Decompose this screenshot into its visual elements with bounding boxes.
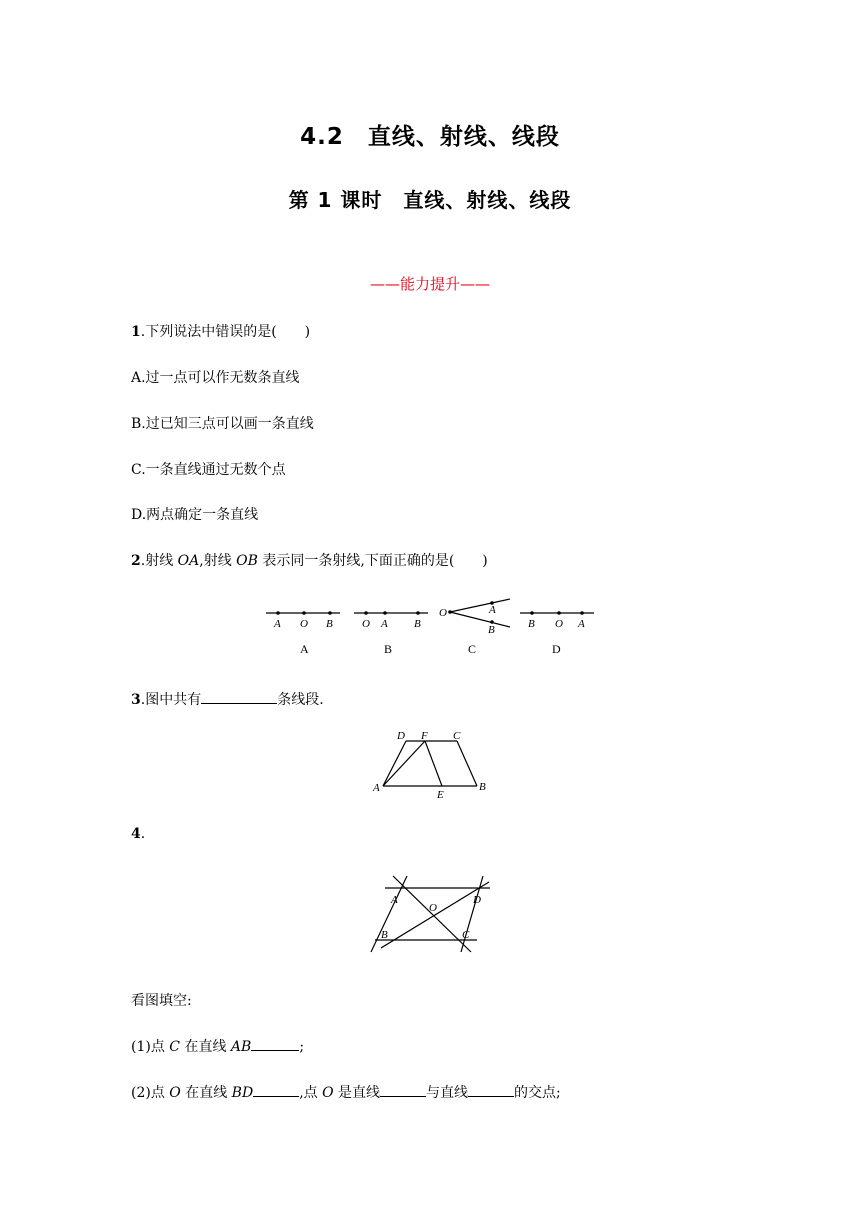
svg-text:B: B <box>479 781 486 793</box>
lesson-subtitle: 第 1 课时 直线、射线、线段 <box>288 188 572 212</box>
svg-text:C: C <box>462 929 470 941</box>
q2-figures <box>260 597 605 659</box>
question-4: 4. <box>131 826 146 842</box>
svg-text:A: A <box>373 782 380 794</box>
figure-d <box>520 611 594 656</box>
svg-text:D: D <box>473 894 481 906</box>
q3-trapezoid-figure <box>365 726 495 802</box>
q1-option-d: D.两点确定一条直线 <box>131 507 259 523</box>
figure-c <box>439 599 510 656</box>
svg-text:A: A <box>391 894 398 906</box>
figure-label: D <box>552 642 561 656</box>
q4-intro: 看图填空: <box>131 993 192 1009</box>
figure-b <box>354 611 428 656</box>
svg-text:D: D <box>397 730 405 742</box>
point-label: B <box>326 618 333 630</box>
point-label: O <box>300 618 308 630</box>
q4-lines-figure <box>365 868 495 958</box>
answer-blank[interactable] <box>253 1083 299 1097</box>
point-label: A <box>381 618 388 630</box>
point-label: O <box>439 607 447 619</box>
answer-blank[interactable] <box>380 1083 426 1097</box>
section-heading: ——能力提升—— <box>369 275 490 293</box>
point-label: B <box>414 618 421 630</box>
answer-blank[interactable] <box>201 690 277 704</box>
svg-text:B: B <box>381 929 388 941</box>
point-label: O <box>555 618 563 630</box>
svg-text:O: O <box>429 902 437 914</box>
svg-text:E: E <box>437 789 444 801</box>
question-2: 2.射线 OA,射线 OB 表示同一条射线,下面正确的是( ) <box>131 553 488 569</box>
svg-text:C: C <box>453 730 461 742</box>
point-label: A <box>489 604 496 616</box>
figure-label: A <box>300 642 309 656</box>
point-label: B <box>488 624 495 636</box>
question-1: 1.下列说法中错误的是( ) <box>131 324 311 340</box>
figure-label: C <box>468 642 477 656</box>
point-label: B <box>528 618 535 630</box>
q4-sub-1: (1)点 C 在直线 AB ; <box>131 1039 305 1055</box>
question-3: 3.图中共有 条线段. <box>131 692 324 708</box>
answer-blank[interactable] <box>251 1037 299 1051</box>
point-label: O <box>362 618 370 630</box>
answer-blank[interactable] <box>468 1083 514 1097</box>
q1-option-b: B.过已知三点可以画一条直线 <box>131 416 314 432</box>
q1-option-c: C.一条直线通过无数个点 <box>131 462 286 478</box>
figure-a <box>266 611 340 656</box>
figure-label: B <box>384 642 393 656</box>
q1-option-a: A.过一点可以作无数条直线 <box>131 370 300 386</box>
point-label: A <box>578 618 585 630</box>
q4-sub-2: (2)点 O 在直线 BD ,点 O 是直线 与直线 的交点; <box>131 1085 561 1101</box>
page-title: 4.2 直线、射线、线段 <box>300 124 560 150</box>
svg-text:F: F <box>421 730 428 742</box>
point-label: A <box>274 618 281 630</box>
